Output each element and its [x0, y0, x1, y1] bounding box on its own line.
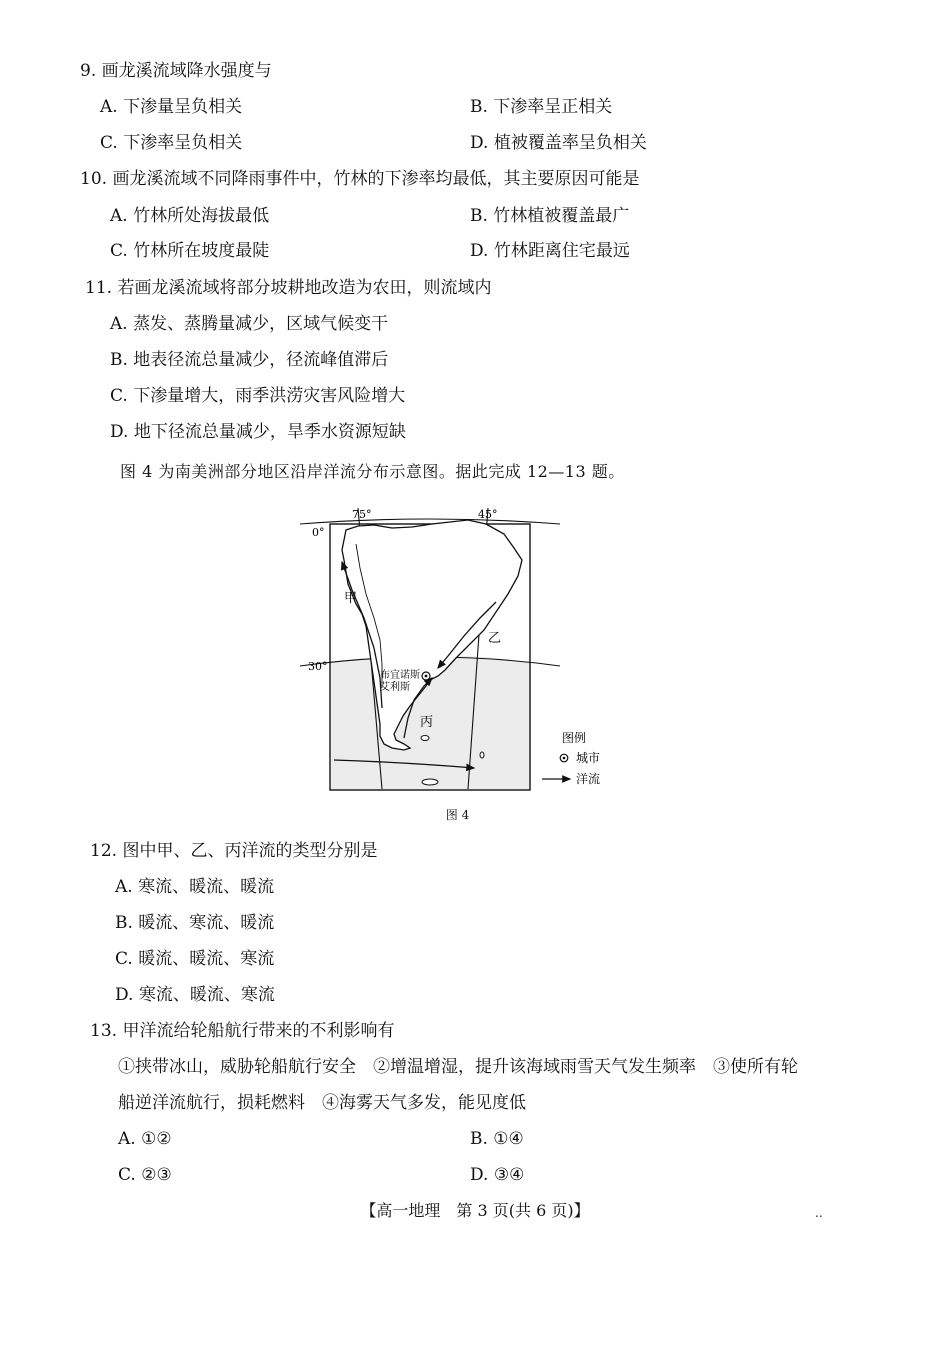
legend-current-label: 洋流	[576, 772, 601, 786]
q12-option-a: A. 寒流、暖流、暖流	[115, 877, 275, 897]
q11-option-a: A. 蒸发、蒸腾量减少，区域气候变干	[110, 314, 389, 334]
q10-option-c: C. 竹林所在坡度最陡	[110, 241, 270, 261]
label-30: 30°	[308, 660, 328, 673]
q9-option-a: A. 下渗量呈负相关	[100, 97, 243, 117]
q11-option-b: B. 地表径流总量减少，径流峰值滞后	[110, 350, 389, 370]
label-city-line1: 布宜诺斯	[380, 670, 420, 681]
figure-caption: 图 4	[445, 808, 470, 822]
q10-option-d: D. 竹林距离住宅最远	[470, 241, 630, 261]
south-america-currents-map	[300, 498, 630, 798]
label-city-line2: 艾利斯	[380, 682, 410, 693]
q13-option-a: A. ①②	[118, 1129, 172, 1149]
q9-option-c: C. 下渗率呈负相关	[100, 133, 243, 153]
label-0: 0°	[312, 526, 325, 539]
q13-statements-line1: ①挟带冰山，威胁轮船航行安全 ②增温增湿，提升该海域雨雪天气发生频率 ③使所有轮	[118, 1057, 798, 1077]
q9-option-b: B. 下渗率呈正相关	[470, 97, 613, 117]
q12-option-d: D. 寒流、暖流、寒流	[115, 985, 275, 1005]
q11-option-d: D. 地下径流总量减少，旱季水资源短缺	[110, 422, 406, 442]
label-bing: 丙	[420, 715, 434, 730]
q10-stem: 10. 画龙溪流域不同降雨事件中，竹林的下渗率均最低，其主要原因可能是	[80, 169, 640, 189]
q9-stem: 9. 画龙溪流域降水强度与	[80, 61, 272, 81]
label-yi: 乙	[488, 631, 502, 646]
q10-option-a: A. 竹林所处海拔最低	[110, 206, 270, 226]
q12-option-c: C. 暖流、暖流、寒流	[115, 949, 275, 969]
label-75: 75°	[352, 508, 372, 521]
south-island	[422, 779, 438, 785]
legend-city-label: 城市	[576, 751, 601, 765]
corner-mark: ..	[815, 1206, 823, 1220]
label-45: 45°	[478, 508, 498, 521]
page-footer: 【高一地理 第 3 页(共 6 页)】	[360, 1201, 590, 1220]
q13-stem: 13. 甲洋流给轮船航行带来的不利影响有	[90, 1021, 395, 1041]
q12-option-b: B. 暖流、寒流、暖流	[115, 913, 275, 933]
q12-stem: 12. 图中甲、乙、丙洋流的类型分别是	[90, 841, 378, 861]
q11-option-c: C. 下渗量增大，雨季洪涝灾害风险增大	[110, 386, 406, 406]
falkland-island	[421, 736, 429, 741]
legend-title: 图例	[562, 731, 587, 745]
small-island	[480, 752, 484, 758]
q13-option-d: D. ③④	[470, 1165, 525, 1185]
q10-option-b: B. 竹林植被覆盖最广	[470, 206, 630, 226]
q13-statements-line2: 船逆洋流航行，损耗燃料 ④海雾天气多发，能见度低	[118, 1093, 526, 1113]
q13-option-c: C. ②③	[118, 1165, 172, 1185]
label-jia: 甲	[344, 591, 358, 606]
parallel-0	[300, 519, 560, 524]
section-intro: 图 4 为南美洲部分地区沿岸洋流分布示意图。据此完成 12—13 题。	[120, 462, 625, 481]
q9-option-d: D. 植被覆盖率呈负相关	[470, 133, 647, 153]
q13-option-b: B. ①④	[470, 1129, 524, 1149]
q11-stem: 11. 若画龙溪流域将部分坡耕地改造为农田，则流域内	[85, 278, 492, 298]
